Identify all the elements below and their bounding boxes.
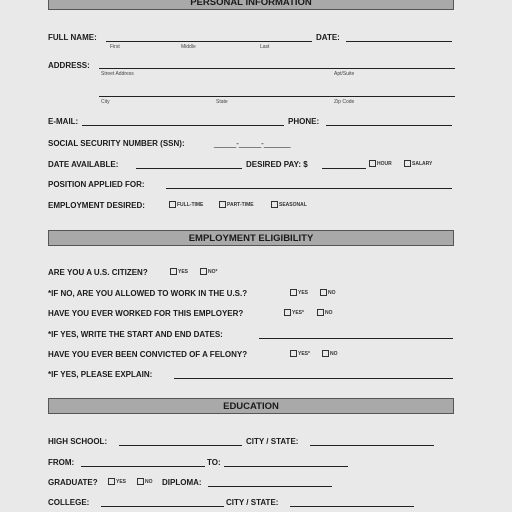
college-label: COLLEGE: xyxy=(48,498,90,507)
felony-no-text: NO xyxy=(330,351,338,357)
felony-yes-checkbox[interactable] xyxy=(290,350,297,357)
college-city-state-label: CITY / STATE: xyxy=(226,498,279,507)
ssn-label: SOCIAL SECURITY NUMBER (SSN): xyxy=(48,139,185,148)
hour-checkbox[interactable] xyxy=(369,160,376,167)
allowed-no-text: NO xyxy=(328,290,336,296)
phone-field[interactable] xyxy=(326,125,452,126)
last-name-caption: Last xyxy=(260,44,270,50)
from-field[interactable] xyxy=(81,466,205,467)
worked-yes-text: YES* xyxy=(292,310,304,316)
city-state-zip-field[interactable] xyxy=(99,96,455,97)
full-time-option[interactable] xyxy=(166,201,203,209)
zip-code-caption: Zip Code xyxy=(334,99,355,105)
desired-pay-label: DESIRED PAY: $ xyxy=(246,160,308,169)
felony-no-checkbox[interactable] xyxy=(322,350,329,357)
worked-yes-option[interactable] xyxy=(281,309,304,317)
allowed-yes-option[interactable] xyxy=(287,289,308,297)
section-header-eligibility: EMPLOYMENT ELIGIBILITY xyxy=(48,230,454,246)
allowed-no-option[interactable] xyxy=(317,289,336,297)
employment-desired-label: EMPLOYMENT DESIRED: xyxy=(48,201,145,210)
city-caption: City xyxy=(101,99,110,105)
college-city-state-field[interactable] xyxy=(290,506,414,507)
felony-yes-option[interactable] xyxy=(287,350,310,358)
part-time-text: PART-TIME xyxy=(227,202,254,208)
citizen-no-checkbox[interactable] xyxy=(200,268,207,275)
salary-text: SALARY xyxy=(412,161,433,167)
worked-before-question: HAVE YOU EVER WORKED FOR THIS EMPLOYER? xyxy=(48,309,244,318)
high-school-field[interactable] xyxy=(119,445,242,446)
start-end-dates-label: *IF YES, WRITE THE START AND END DATES: xyxy=(48,330,223,339)
graduate-yes-text: YES xyxy=(116,479,127,485)
middle-name-caption: Middle xyxy=(181,44,196,50)
citizen-question: ARE YOU A U.S. CITIZEN? xyxy=(48,268,148,277)
apt-suite-caption: Apt/Suite xyxy=(334,71,355,77)
section-header-education: EDUCATION xyxy=(48,398,454,414)
college-field[interactable] xyxy=(101,506,224,507)
section-header-personal: PERSONAL INFORMATION xyxy=(48,0,454,10)
diploma-field[interactable] xyxy=(208,486,332,487)
salary-option[interactable] xyxy=(401,160,432,168)
date-available-field[interactable] xyxy=(136,168,242,169)
hour-option[interactable] xyxy=(366,160,392,168)
date-available-label: DATE AVAILABLE: xyxy=(48,160,119,169)
graduate-yes-checkbox[interactable] xyxy=(108,478,115,485)
phone-label: PHONE: xyxy=(288,117,320,126)
graduate-no-checkbox[interactable] xyxy=(137,478,144,485)
street-address-field[interactable] xyxy=(99,68,455,69)
high-school-city-state-label: CITY / STATE: xyxy=(246,437,299,446)
part-time-option[interactable] xyxy=(216,201,254,209)
date-field[interactable] xyxy=(346,41,452,42)
full-time-checkbox[interactable] xyxy=(169,201,176,208)
position-field[interactable] xyxy=(166,188,452,189)
to-label: TO: xyxy=(207,458,221,467)
seasonal-checkbox[interactable] xyxy=(271,201,278,208)
citizen-yes-text: YES xyxy=(178,269,189,275)
address-label: ADDRESS: xyxy=(48,61,90,70)
seasonal-option[interactable] xyxy=(268,201,307,209)
citizen-no-option[interactable] xyxy=(197,268,217,276)
worked-no-text: NO xyxy=(325,310,333,316)
graduate-no-option[interactable] xyxy=(134,478,153,486)
email-label: E-MAIL: xyxy=(48,117,79,126)
graduate-label: GRADUATE? xyxy=(48,478,98,487)
graduate-no-text: NO xyxy=(145,479,153,485)
allowed-yes-text: YES xyxy=(298,290,309,296)
high-school-label: HIGH SCHOOL: xyxy=(48,437,108,446)
felony-no-option[interactable] xyxy=(319,350,338,358)
part-time-checkbox[interactable] xyxy=(219,201,226,208)
felony-yes-text: YES* xyxy=(298,351,310,357)
position-label: POSITION APPLIED FOR: xyxy=(48,180,145,189)
full-time-text: FULL-TIME xyxy=(177,202,204,208)
diploma-label: DIPLOMA: xyxy=(162,478,202,487)
worked-yes-checkbox[interactable] xyxy=(284,309,291,316)
from-label: FROM: xyxy=(48,458,75,467)
salary-checkbox[interactable] xyxy=(404,160,411,167)
first-name-caption: First xyxy=(110,44,120,50)
allowed-to-work-question: *IF NO, ARE YOU ALLOWED TO WORK IN THE U.S.? xyxy=(48,289,248,298)
start-end-dates-field[interactable] xyxy=(259,338,453,339)
worked-no-option[interactable] xyxy=(314,309,333,317)
explain-label: *IF YES, PLEASE EXPLAIN: xyxy=(48,370,153,379)
email-field[interactable] xyxy=(82,125,284,126)
explain-field[interactable] xyxy=(174,378,453,379)
seasonal-text: SEASONAL xyxy=(279,202,307,208)
worked-no-checkbox[interactable] xyxy=(317,309,324,316)
street-address-caption: Street Address xyxy=(101,71,134,77)
state-caption: State xyxy=(216,99,228,105)
ssn-field[interactable]: _____-_____-______ xyxy=(214,139,291,148)
felony-question: HAVE YOU EVER BEEN CONVICTED OF A FELONY? xyxy=(48,350,248,359)
allowed-yes-checkbox[interactable] xyxy=(290,289,297,296)
citizen-yes-option[interactable] xyxy=(167,268,188,276)
allowed-no-checkbox[interactable] xyxy=(320,289,327,296)
full-name-field[interactable] xyxy=(106,41,312,42)
desired-pay-field[interactable] xyxy=(322,168,366,169)
date-label: DATE: xyxy=(316,33,340,42)
high-school-city-state-field[interactable] xyxy=(310,445,434,446)
hour-text: HOUR xyxy=(377,161,392,167)
full-name-label: FULL NAME: xyxy=(48,33,97,42)
to-field[interactable] xyxy=(224,466,348,467)
citizen-no-text: NO* xyxy=(208,269,218,275)
citizen-yes-checkbox[interactable] xyxy=(170,268,177,275)
graduate-yes-option[interactable] xyxy=(105,478,126,486)
